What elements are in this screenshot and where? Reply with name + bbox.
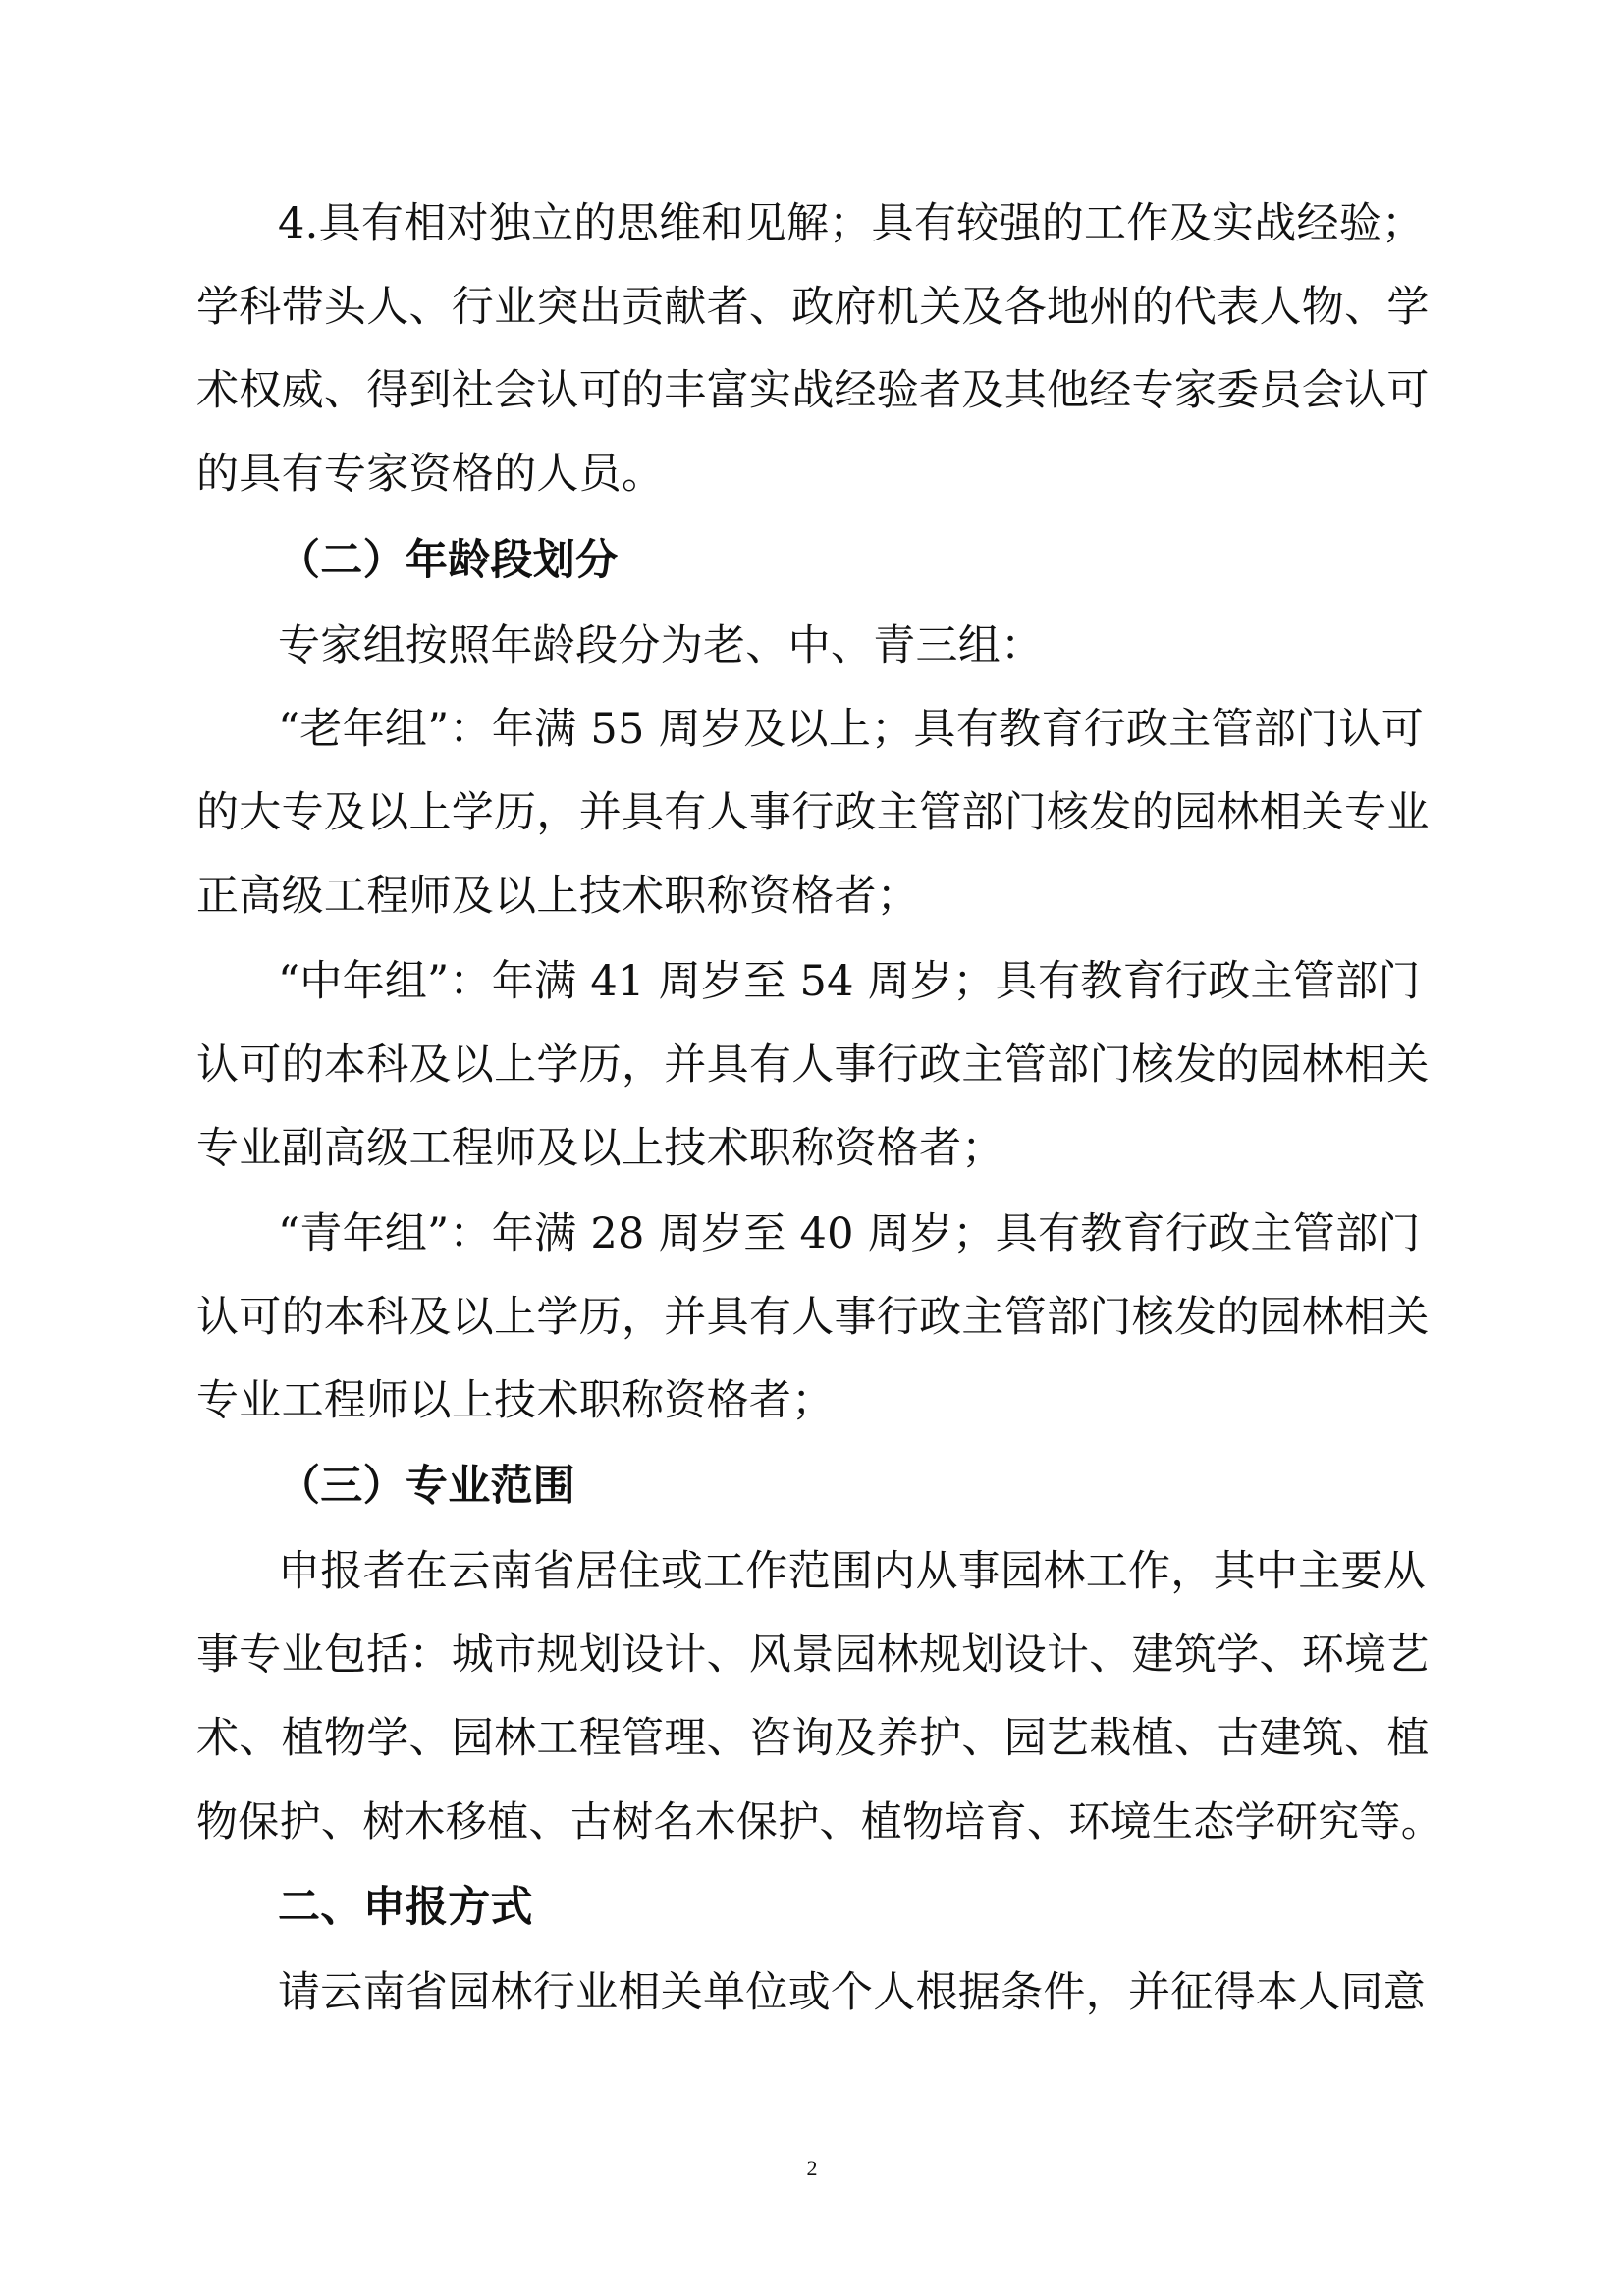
paragraph-line: “老年组”：年满 55 周岁及以上；具有教育行政主管部门认可 — [278, 705, 1425, 754]
paragraph-line: 申报者在云南省居住或工作范围内从事园林工作，其中主要从 — [278, 1547, 1427, 1596]
paragraph-line: 术、植物学、园林工程管理、咨询及养护、园艺栽植、古建筑、植 — [196, 1714, 1430, 1763]
section-heading-age-groups: （二）年龄段划分 — [278, 536, 619, 585]
section-heading-application-method: 二、申报方式 — [278, 1883, 533, 1932]
paragraph-line: 请云南省园林行业相关单位或个人根据条件，并征得本人同意 — [278, 1968, 1427, 2017]
paragraph-line: 认可的本科及以上学历，并具有人事行政主管部门核发的园林相关 — [196, 1293, 1430, 1342]
paragraph-line: 的具有专家资格的人员。 — [196, 450, 665, 499]
paragraph-line: 的大专及以上学历，并具有人事行政主管部门核发的园林相关专业 — [196, 788, 1430, 837]
paragraph-line: 物保护、树木移植、古树名木保护、植物培育、环境生态学研究等。 — [196, 1797, 1443, 1845]
paragraph-line: 正高级工程师及以上技术职称资格者； — [196, 872, 920, 921]
paragraph-line: 专业工程师以上技术职称资格者； — [196, 1376, 835, 1425]
paragraph-line: 认可的本科及以上学历，并具有人事行政主管部门核发的园林相关 — [196, 1041, 1430, 1090]
paragraph-line: 专业副高级工程师及以上技术职称资格者； — [196, 1124, 1004, 1173]
paragraph-line: 专家组按照年龄段分为老、中、青三组： — [278, 621, 1044, 670]
paragraph-line: 学科带头人、行业突出贡献者、政府机关及各地州的代表人物、学 — [196, 283, 1430, 332]
page-number: 2 — [806, 2156, 818, 2180]
paragraph-line: “中年组”：年满 41 周岁至 54 周岁；具有教育行政主管部门 — [278, 957, 1421, 1006]
paragraph-line: 事专业包括：城市规划设计、风景园林规划设计、建筑学、环境艺 — [196, 1630, 1430, 1680]
paragraph-line: 4.具有相对独立的思维和见解；具有较强的工作及实战经验； — [278, 199, 1425, 248]
paragraph-line: “青年组”：年满 28 周岁至 40 周岁；具有教育行政主管部门 — [278, 1209, 1421, 1258]
section-heading-professional-scope: （三）专业范围 — [278, 1462, 576, 1511]
paragraph-line: 术权威、得到社会认可的丰富实战经验者及其他经专家委员会认可 — [196, 366, 1430, 415]
